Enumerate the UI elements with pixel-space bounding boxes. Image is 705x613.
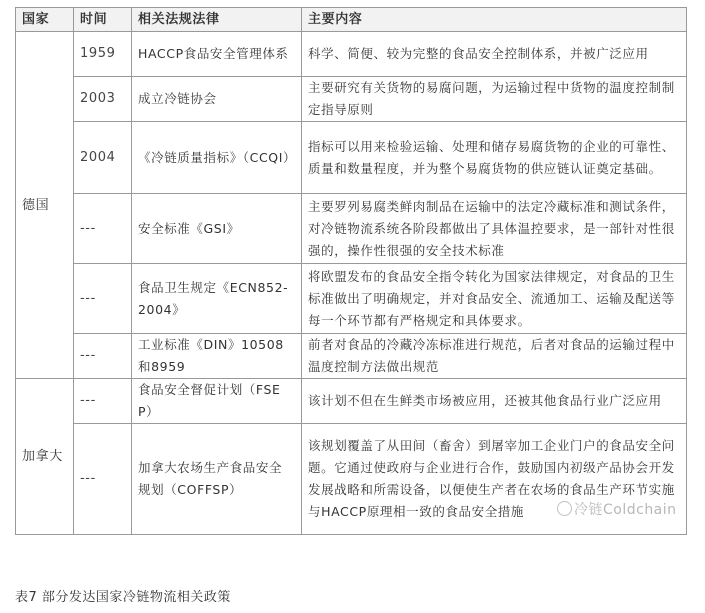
country-name-canada: 加拿大 xyxy=(22,449,63,464)
country-cell-germany xyxy=(16,32,74,379)
law-cell: 工业标准《DIN》10508和8959 xyxy=(132,334,302,379)
content-cell: 将欧盟发布的食品安全指令转化为国家法律规定，对食品的卫生标准做出了明确规定，并对食品安全、流通加工、运输及配送等每一个环节都有严格规定和具体要求。 xyxy=(302,264,687,334)
time-cell: --- xyxy=(74,194,132,264)
table-row xyxy=(16,77,687,122)
law-cell: 《冷链质量指标》（CCQI） xyxy=(132,122,302,194)
time-cell: 2003 xyxy=(74,77,132,122)
content-cell: 指标可以用来检验运输、处理和储存易腐货物的企业的可靠性、质量和数量程度，并为整个易腐货物的供应链认证奠定基础。 xyxy=(302,122,687,194)
header-time: 时间 xyxy=(74,8,132,32)
table-row xyxy=(16,264,687,334)
watermark xyxy=(557,499,677,519)
time-cell: 2004 xyxy=(74,122,132,194)
law-cell: 食品卫生规定《ECN852-2004》 xyxy=(132,264,302,334)
content-cell: 前者对食品的冷藏冷冻标准进行规范，后者对食品的运输过程中温度控制方法做出规范 xyxy=(302,334,687,379)
time-cell: --- xyxy=(74,334,132,379)
table-caption: 表7 部分发达国家冷链物流相关政策 xyxy=(15,590,231,605)
table-row xyxy=(16,379,687,424)
content-cell: 科学、简便、较为完整的食品安全控制体系，并被广泛应用 xyxy=(302,32,687,77)
law-cell: HACCP食品安全管理体系 xyxy=(132,32,302,77)
time-cell: 1959 xyxy=(74,32,132,77)
law-cell: 成立冷链协会 xyxy=(132,77,302,122)
country-name-germany: 德国 xyxy=(22,197,50,213)
time-cell: --- xyxy=(74,264,132,334)
content-cell: 该计划不但在生鲜类市场被应用，还被其他食品行业广泛应用 xyxy=(302,379,687,424)
time-cell: --- xyxy=(74,379,132,424)
table-row xyxy=(16,122,687,194)
header-law: 相关法规法律 xyxy=(132,8,302,32)
table-row xyxy=(16,334,687,379)
header-country: 国家 xyxy=(16,8,74,32)
content-cell: 主要研究有关货物的易腐问题，为运输过程中货物的温度控制制定指导原则 xyxy=(302,77,687,122)
content-cell: 该规划覆盖了从田间（畜舍）到屠宰加工企业门户的食品安全问题。它通过使政府与企业进行合作，鼓励国内初级产品协会开发发展战略和所需设备，以便使生产者在农场的食品生产环节实施与HACCP原理相一致的食品安全措施 xyxy=(302,424,687,535)
content-cell: 主要罗列易腐类鲜肉制品在运输中的法定冷藏标准和测试条件，对冷链物流系统各阶段都做出了具体温控要求，是一部针对性很强的，操作性很强的安全技术标准 xyxy=(302,194,687,264)
policy-table xyxy=(15,7,687,535)
table-row xyxy=(16,32,687,77)
law-cell: 食品安全督促计划（FSEP） xyxy=(132,379,302,424)
time-cell: --- xyxy=(74,424,132,535)
coldchain-logo-icon xyxy=(557,501,572,516)
law-cell: 安全标准《GSI》 xyxy=(132,194,302,264)
watermark-text: 冷链Coldchain xyxy=(574,502,677,518)
law-cell: 加拿大农场生产食品安全规划（COFFSP） xyxy=(132,424,302,535)
table-header-row xyxy=(16,8,687,32)
country-cell-canada xyxy=(16,379,74,535)
table-row xyxy=(16,194,687,264)
header-content: 主要内容 xyxy=(302,8,687,32)
